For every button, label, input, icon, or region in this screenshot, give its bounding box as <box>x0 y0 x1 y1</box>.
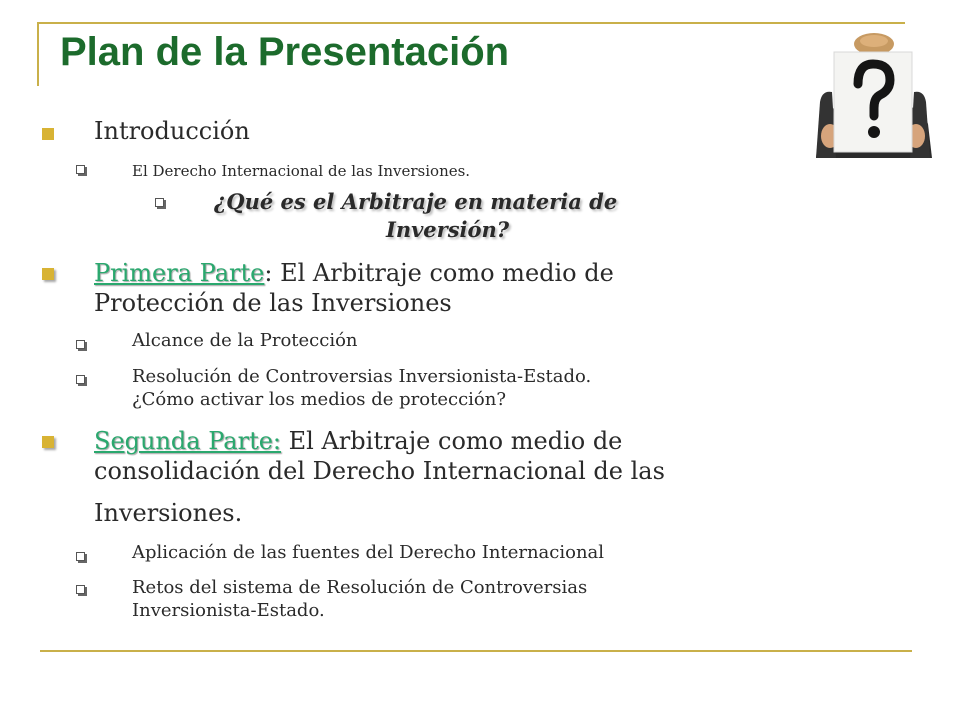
item-primera-parte-line2: Protección de las Inversiones <box>94 289 452 317</box>
bottom-rule <box>40 650 912 652</box>
sub-item-derecho-internacional: El Derecho Internacional de las Inversiones. <box>132 162 471 180</box>
item-primera-parte-line1 <box>94 258 614 288</box>
left-rule <box>37 22 39 86</box>
sub-item-resolucion-line1: Resolución de Controversias Inversionista-Estado. <box>132 366 592 387</box>
bullet-square-icon <box>42 128 54 140</box>
sub-bullet-checkbox-icon <box>76 375 85 384</box>
bullet-square-icon <box>42 268 54 280</box>
sub-bullet-checkbox-icon <box>76 585 85 594</box>
sub-item-resolucion-line2: ¿Cómo activar los medios de protección? <box>132 389 507 410</box>
sub-item-alcance: Alcance de la Protección <box>132 330 358 351</box>
sub-bullet-checkbox-icon <box>76 340 85 349</box>
item-segunda-parte-line1 <box>94 426 622 456</box>
sub-item-retos-line2: Inversionista-Estado. <box>132 600 325 621</box>
segunda-parte-line1-text: El Arbitraje como medio de <box>281 427 623 455</box>
sub-bullet-checkbox-icon <box>76 165 85 174</box>
bullet-square-icon <box>42 436 54 448</box>
item-segunda-parte-line3: Inversiones. <box>94 499 243 527</box>
sub-bullet-checkbox-icon <box>76 552 85 561</box>
primera-parte-line1-text: : El Arbitraje como medio de <box>264 259 614 287</box>
primera-parte-link[interactable]: Primera Parte <box>94 259 265 287</box>
sub-item-que-es-arbitraje-line1: ¿Qué es el Arbitraje en materia de <box>214 189 618 214</box>
sub-item-que-es-arbitraje-line2: Inversión? <box>386 217 510 242</box>
sub-item-aplicacion-fuentes: Aplicación de las fuentes del Derecho Internacional <box>132 542 605 563</box>
slide-title: Plan de la Presentación <box>60 30 510 74</box>
question-mark-person-icon <box>810 32 936 158</box>
item-introduccion: Introducción <box>94 117 250 145</box>
sub-bullet-checkbox-icon <box>155 198 164 207</box>
sub-item-retos-line1: Retos del sistema de Resolución de Controversias <box>132 577 588 598</box>
top-rule <box>37 22 905 24</box>
item-segunda-parte-line2: consolidación del Derecho Internacional de las <box>94 457 665 485</box>
segunda-parte-link[interactable]: Segunda Parte: <box>94 427 282 455</box>
